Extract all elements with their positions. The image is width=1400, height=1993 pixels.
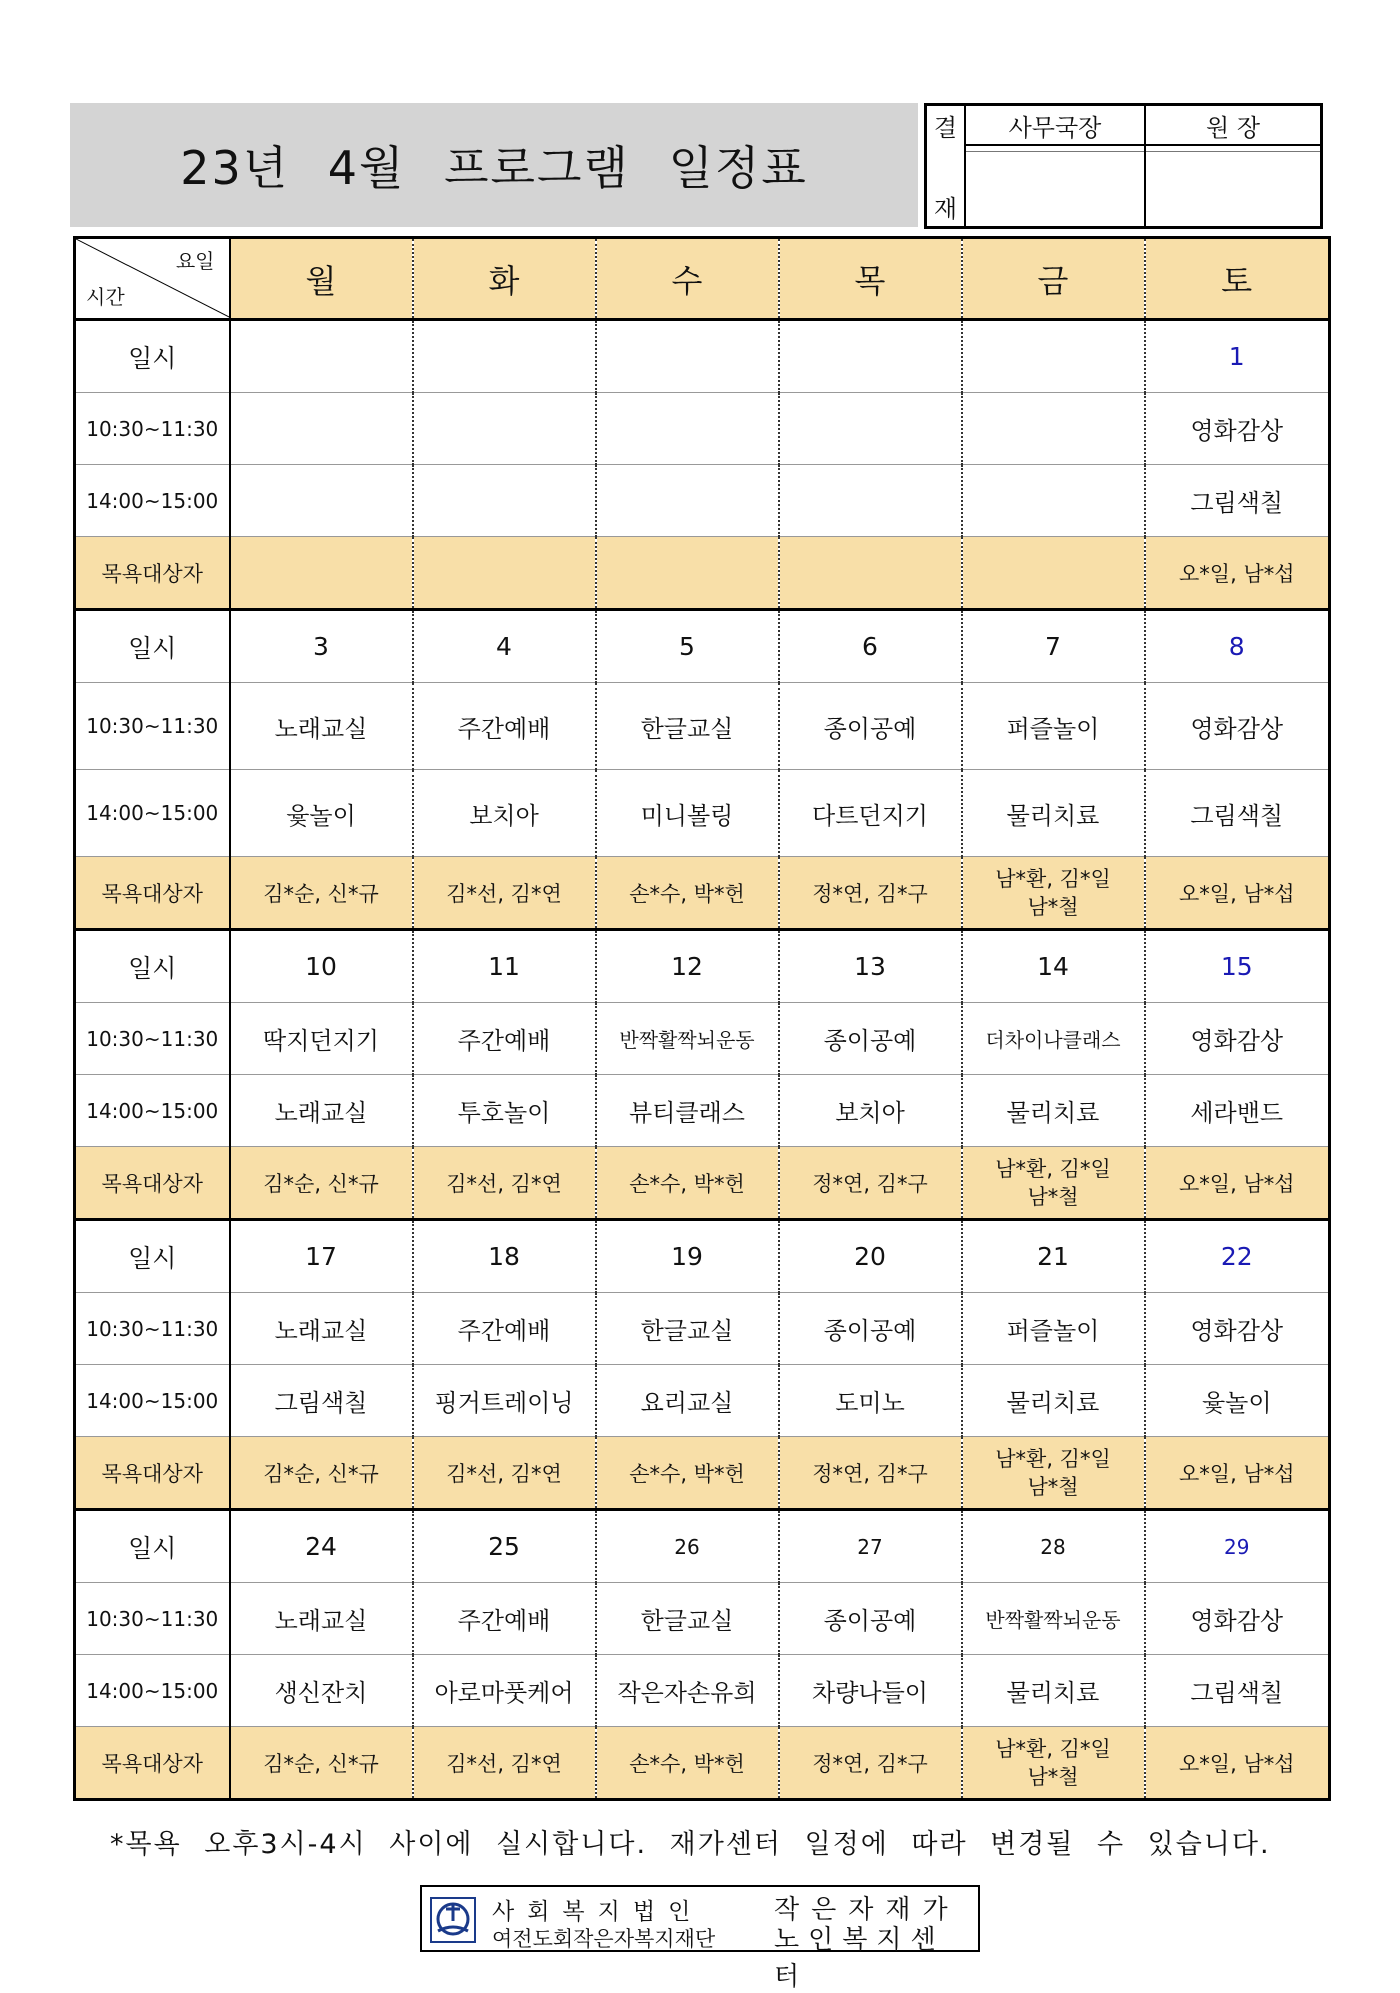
date-cell: 25: [413, 1510, 596, 1583]
bath-cell: [962, 537, 1145, 610]
date-cell: 10: [230, 930, 413, 1003]
program-cell: [230, 465, 413, 537]
bath-cell: 김*선, 김*연: [413, 1147, 596, 1220]
bath-line-2: 남*철: [1027, 894, 1079, 919]
date-row: [75, 1220, 1330, 1293]
date-cell-saturday: 22: [1145, 1220, 1330, 1293]
morning-row: [75, 393, 1330, 465]
program-cell: 뷰티클래스: [596, 1075, 779, 1147]
date-cell: 7: [962, 610, 1145, 683]
organization-footer: [420, 1885, 980, 1992]
day-header-sat: 토: [1145, 238, 1330, 320]
date-cell: 11: [413, 930, 596, 1003]
date-cell: 4: [413, 610, 596, 683]
date-cell: 17: [230, 1220, 413, 1293]
afternoon-row: [75, 1655, 1330, 1727]
program-cell: 물리치료: [962, 1075, 1145, 1147]
program-cell: 주간예배: [413, 683, 596, 770]
bath-row: [75, 857, 1330, 930]
program-cell: 물리치료: [962, 770, 1145, 857]
afternoon-row: [75, 1075, 1330, 1147]
date-cell: 3: [230, 610, 413, 683]
program-cell: [779, 465, 962, 537]
program-cell: 물리치료: [962, 1655, 1145, 1727]
bath-cell: 김*순, 신*규: [230, 857, 413, 930]
date-cell: 27: [779, 1510, 962, 1583]
bath-cell: [230, 537, 413, 610]
bath-cell: 김*순, 신*규: [230, 1727, 413, 1800]
day-header-thu: 목: [779, 238, 962, 320]
bath-cell: [413, 537, 596, 610]
bath-cell: 김*선, 김*연: [413, 857, 596, 930]
bath-cell: 손*수, 박*헌: [596, 1437, 779, 1510]
date-row: [75, 320, 1330, 393]
date-cell: [230, 320, 413, 393]
bath-line-1: 남*환, 김*일: [995, 1156, 1111, 1181]
program-cell: [596, 393, 779, 465]
date-row: [75, 1510, 1330, 1583]
bath-cell-friday: [962, 1437, 1145, 1510]
bath-cell: [596, 537, 779, 610]
program-cell: 반짝활짝뇌운동: [962, 1583, 1145, 1655]
footer-line2-left: 여전도회작은자복지재단: [492, 1927, 716, 1951]
bath-cell: 김*순, 신*규: [230, 1147, 413, 1220]
date-cell: 19: [596, 1220, 779, 1293]
program-cell: 세라밴드: [1145, 1075, 1330, 1147]
morning-row: [75, 1003, 1330, 1075]
morning-time-label: 10:30~11:30: [75, 1293, 230, 1365]
program-cell: 영화감상: [1145, 1293, 1330, 1365]
bath-cell: 손*수, 박*헌: [596, 1727, 779, 1800]
program-cell: [779, 393, 962, 465]
bath-label: 목욕대상자: [75, 857, 230, 930]
bath-line-2: 남*철: [1027, 1474, 1079, 1499]
date-cell: 12: [596, 930, 779, 1003]
date-cell-saturday: 29: [1145, 1510, 1330, 1583]
program-cell: 노래교실: [230, 1293, 413, 1365]
bath-line-2: 남*철: [1027, 1764, 1079, 1789]
date-cell: 18: [413, 1220, 596, 1293]
date-cell: 28: [962, 1510, 1145, 1583]
afternoon-row: [75, 1365, 1330, 1437]
program-cell: 영화감상: [1145, 393, 1330, 465]
program-cell: 그림색칠: [230, 1365, 413, 1437]
program-cell: 그림색칠: [1145, 1655, 1330, 1727]
bath-cell: 정*연, 김*구: [779, 1727, 962, 1800]
date-cell: 13: [779, 930, 962, 1003]
schedule-table: [73, 236, 1331, 1801]
bath-line-1: 남*환, 김*일: [995, 1446, 1111, 1471]
afternoon-row: [75, 770, 1330, 857]
program-cell: [413, 465, 596, 537]
organization-logo-icon: [430, 1897, 476, 1943]
bath-label: 목욕대상자: [75, 1437, 230, 1510]
footer-line2-right: 노인복지센터: [774, 1925, 945, 1992]
program-cell: 종이공예: [779, 1293, 962, 1365]
program-cell: 보치아: [413, 770, 596, 857]
program-cell: 다트던지기: [779, 770, 962, 857]
afternoon-time-label: 14:00~15:00: [75, 1075, 230, 1147]
date-cell: 14: [962, 930, 1145, 1003]
program-cell: 종이공예: [779, 1003, 962, 1075]
date-cell: [962, 320, 1145, 393]
program-cell: 영화감상: [1145, 683, 1330, 770]
morning-time-label: 10:30~11:30: [75, 393, 230, 465]
program-cell: [596, 465, 779, 537]
date-label: 일시: [75, 320, 230, 393]
bath-label: 목욕대상자: [75, 1147, 230, 1220]
morning-row: [75, 1583, 1330, 1655]
approval-signature-secretary: [966, 146, 1146, 226]
bath-row: [75, 1727, 1330, 1800]
program-cell: 한글교실: [596, 683, 779, 770]
bath-cell: 오*일, 남*섭: [1145, 1437, 1330, 1510]
date-label: 일시: [75, 1510, 230, 1583]
afternoon-time-label: 14:00~15:00: [75, 770, 230, 857]
date-cell-saturday: 15: [1145, 930, 1330, 1003]
program-cell: 생신잔치: [230, 1655, 413, 1727]
date-cell: [596, 320, 779, 393]
program-cell: 영화감상: [1145, 1003, 1330, 1075]
program-cell: [962, 393, 1145, 465]
program-cell: 보치아: [779, 1075, 962, 1147]
program-cell: 윷놀이: [230, 770, 413, 857]
program-cell: 노래교실: [230, 1075, 413, 1147]
footer-line1-left: 사회복지법인: [492, 1899, 704, 1925]
approval-box: [924, 103, 1323, 229]
bath-cell: 오*일, 남*섭: [1145, 1147, 1330, 1220]
program-cell: 도미노: [779, 1365, 962, 1437]
program-cell: 주간예배: [413, 1583, 596, 1655]
program-cell: 퍼즐놀이: [962, 683, 1145, 770]
bath-row: [75, 1437, 1330, 1510]
morning-time-label: 10:30~11:30: [75, 1003, 230, 1075]
date-label: 일시: [75, 1220, 230, 1293]
approval-label-bottom: 재: [933, 195, 958, 223]
program-cell: 주간예배: [413, 1003, 596, 1075]
bath-notice: *목욕 오후3시-4시 사이에 실시합니다. 재가센터 일정에 따라 변경될 수 있습니다.: [110, 1829, 1271, 1860]
program-cell: [230, 393, 413, 465]
program-cell: 작은자손유희: [596, 1655, 779, 1727]
bath-line-1: 남*환, 김*일: [995, 866, 1111, 891]
afternoon-time-label: 14:00~15:00: [75, 1655, 230, 1727]
date-cell: 24: [230, 1510, 413, 1583]
bath-cell-friday: [962, 857, 1145, 930]
morning-row: [75, 1293, 1330, 1365]
day-header-fri: 금: [962, 238, 1145, 320]
bath-cell: 오*일, 남*섭: [1145, 537, 1330, 610]
program-cell: [962, 465, 1145, 537]
day-axis-label: 요일: [175, 249, 215, 273]
approval-label-top: 결: [933, 114, 958, 142]
bath-label: 목욕대상자: [75, 1727, 230, 1800]
title-banner: [70, 103, 918, 227]
bath-row: [75, 1147, 1330, 1220]
footer-line1-right: 작은자재가: [774, 1895, 960, 1925]
program-cell: 종이공예: [779, 683, 962, 770]
header-row: [75, 238, 1330, 320]
date-cell-saturday: 8: [1145, 610, 1330, 683]
morning-row: [75, 683, 1330, 770]
bath-row: [75, 537, 1330, 610]
program-cell: 아로마풋케어: [413, 1655, 596, 1727]
bath-cell: 손*수, 박*헌: [596, 1147, 779, 1220]
program-cell: [413, 393, 596, 465]
afternoon-time-label: 14:00~15:00: [75, 1365, 230, 1437]
program-cell: 한글교실: [596, 1583, 779, 1655]
bath-cell-friday: [962, 1147, 1145, 1220]
program-cell: 물리치료: [962, 1365, 1145, 1437]
program-cell: 딱지던지기: [230, 1003, 413, 1075]
program-cell: 주간예배: [413, 1293, 596, 1365]
program-cell: 요리교실: [596, 1365, 779, 1437]
date-cell: [413, 320, 596, 393]
bath-cell: [779, 537, 962, 610]
date-cell: 21: [962, 1220, 1145, 1293]
bath-cell: 김*선, 김*연: [413, 1437, 596, 1510]
bath-cell: 정*연, 김*구: [779, 1437, 962, 1510]
afternoon-time-label: 14:00~15:00: [75, 465, 230, 537]
date-cell: 20: [779, 1220, 962, 1293]
date-cell: [779, 320, 962, 393]
program-cell: 미니볼링: [596, 770, 779, 857]
program-cell: 종이공예: [779, 1583, 962, 1655]
date-row: [75, 610, 1330, 683]
bath-cell: 정*연, 김*구: [779, 857, 962, 930]
date-row: [75, 930, 1330, 1003]
bath-label: 목욕대상자: [75, 537, 230, 610]
bath-cell: 정*연, 김*구: [779, 1147, 962, 1220]
program-cell: 윷놀이: [1145, 1365, 1330, 1437]
program-cell: 그림색칠: [1145, 770, 1330, 857]
date-cell: 5: [596, 610, 779, 683]
day-header-mon: 월: [230, 238, 413, 320]
bath-cell: 김*순, 신*규: [230, 1437, 413, 1510]
page-title: 23년 4월 프로그램 일정표: [180, 141, 808, 195]
bath-cell: 손*수, 박*헌: [596, 857, 779, 930]
program-cell: 핑거트레이닝: [413, 1365, 596, 1437]
program-cell: 더차이나클래스: [962, 1003, 1145, 1075]
bath-cell-friday: [962, 1727, 1145, 1800]
date-cell-saturday: 1: [1145, 320, 1330, 393]
date-label: 일시: [75, 610, 230, 683]
program-cell: 차량나들이: [779, 1655, 962, 1727]
approval-head-secretary: 사무국장: [966, 106, 1146, 146]
morning-time-label: 10:30~11:30: [75, 1583, 230, 1655]
time-axis-label: 시간: [86, 285, 125, 309]
header-corner: [75, 238, 230, 320]
bath-cell: 오*일, 남*섭: [1145, 1727, 1330, 1800]
program-cell: 그림색칠: [1145, 465, 1330, 537]
bath-line-1: 남*환, 김*일: [995, 1736, 1111, 1761]
day-header-tue: 화: [413, 238, 596, 320]
program-cell: 퍼즐놀이: [962, 1293, 1145, 1365]
bath-cell: 오*일, 남*섭: [1145, 857, 1330, 930]
morning-time-label: 10:30~11:30: [75, 683, 230, 770]
program-cell: 노래교실: [230, 683, 413, 770]
approval-label: [927, 106, 966, 226]
program-cell: 반짝활짝뇌운동: [596, 1003, 779, 1075]
day-header-wed: 수: [596, 238, 779, 320]
approval-head-director: 원 장: [1146, 106, 1320, 146]
program-cell: 투호놀이: [413, 1075, 596, 1147]
bath-cell: 김*선, 김*연: [413, 1727, 596, 1800]
program-cell: 영화감상: [1145, 1583, 1330, 1655]
date-label: 일시: [75, 930, 230, 1003]
afternoon-row: [75, 465, 1330, 537]
date-cell: 6: [779, 610, 962, 683]
program-cell: 한글교실: [596, 1293, 779, 1365]
bath-line-2: 남*철: [1027, 1184, 1079, 1209]
date-cell: 26: [596, 1510, 779, 1583]
program-cell: 노래교실: [230, 1583, 413, 1655]
